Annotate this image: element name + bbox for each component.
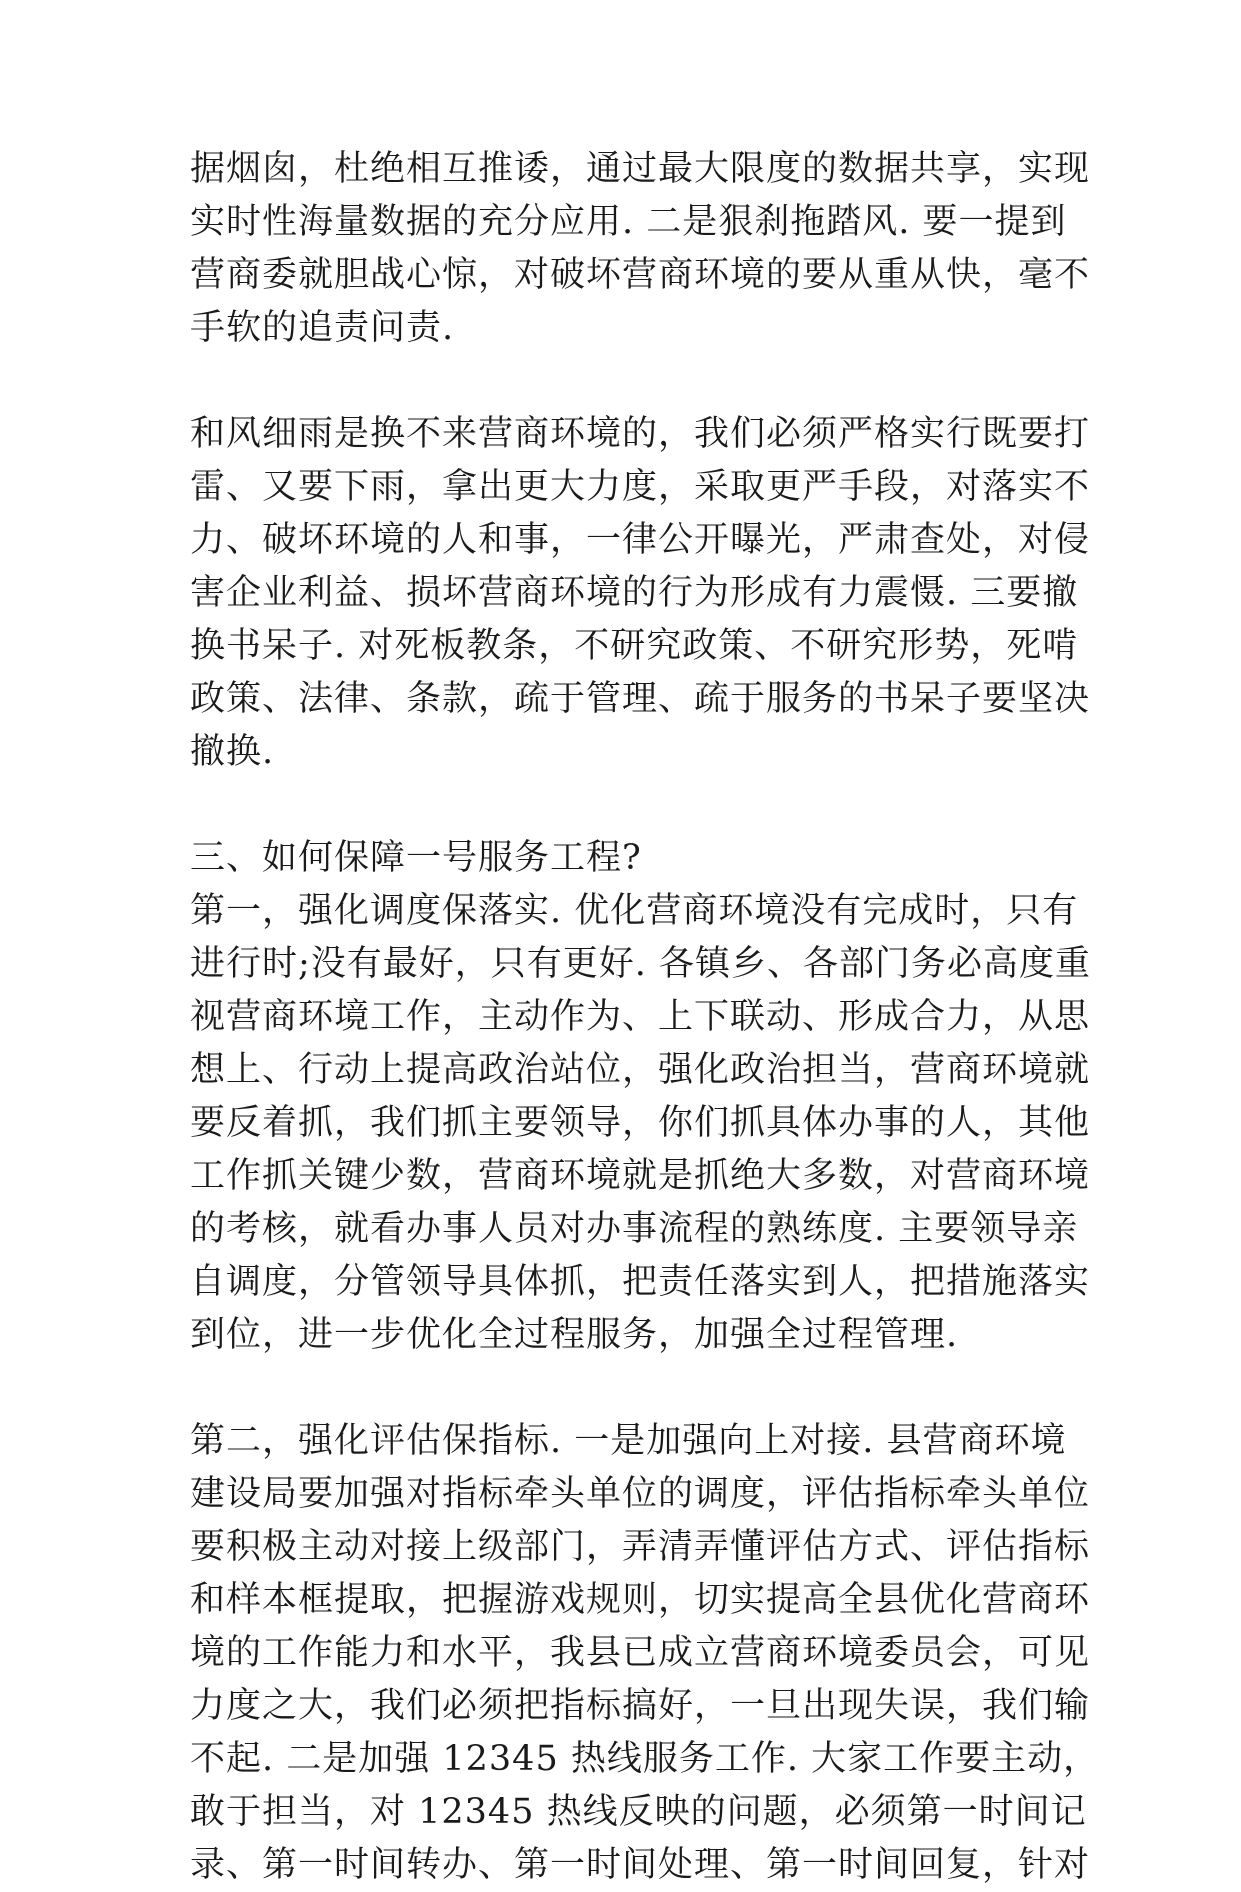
- text-line: 雷、又要下雨，拿出更大力度，采取更严手段，对落实不: [190, 467, 1091, 507]
- section-heading: 三、如何保障一号服务工程?: [190, 838, 642, 878]
- text-line: 营商委就胆战心惊，对破坏营商环境的要从重从快，毫不: [190, 255, 1091, 295]
- document-body: [190, 143, 1100, 1892]
- paragraph: [190, 1415, 1100, 1892]
- text-line: 的考核，就看办事人员对办事流程的熟练度. 主要领导亲: [190, 1209, 1079, 1249]
- text-line: 换书呆子. 对死板教条，不研究政策、不研究形势，死啃: [190, 626, 1079, 666]
- text-line: 和样本框提取，把握游戏规则，切实提高全县优化营商环: [190, 1580, 1091, 1620]
- text-line: 和风细雨是换不来营商环境的，我们必须严格实行既要打: [190, 414, 1091, 454]
- text-line: 视营商环境工作，主动作为、上下联动、形成合力，从思: [190, 997, 1091, 1037]
- paragraph-spacer: [190, 779, 1070, 832]
- text-line: 录、第一时间转办、第一时间处理、第一时间回复，针对: [190, 1845, 1091, 1885]
- text-line: 到位，进一步优化全过程服务，加强全过程管理.: [190, 1315, 959, 1355]
- text-line: 手软的追责问责.: [190, 308, 455, 348]
- text-line: 要积极主动对接上级部门，弄清弄懂评估方式、评估指标: [190, 1527, 1091, 1567]
- text-line: 不起. 二是加强 12345 热线服务工作. 大家工作要主动，: [190, 1739, 1100, 1779]
- text-line: 政策、法律、条款，疏于管理、疏于服务的书呆子要坚决: [190, 679, 1091, 719]
- text-line: 撤换.: [190, 732, 275, 772]
- paragraph: [190, 408, 1091, 779]
- text-line: 第二，强化评估保指标. 一是加强向上对接. 县营商环境: [190, 1421, 1067, 1461]
- text-line: 想上、行动上提高政治站位，强化政治担当，营商环境就: [190, 1050, 1091, 1090]
- text-line: 力度之大，我们必须把指标搞好，一旦出现失误，我们输: [190, 1686, 1091, 1726]
- text-line: 害企业利益、损坏营商环境的行为形成有力震慑. 三要撤: [190, 573, 1079, 613]
- paragraph-spacer: [190, 355, 1070, 408]
- paragraph: [190, 832, 1092, 1362]
- text-line: 进行时;没有最好，只有更好. 各镇乡、各部门务必高度重: [190, 944, 1092, 984]
- text-line: 实时性海量数据的充分应用. 二是狠刹拖踏风. 要一提到: [190, 202, 1067, 242]
- text-line: 境的工作能力和水平，我县已成立营商环境委员会，可见: [190, 1633, 1091, 1673]
- text-line: 据烟囱，杜绝相互推诿，通过最大限度的数据共享，实现: [190, 149, 1091, 189]
- text-line: 第一，强化调度保落实. 优化营商环境没有完成时，只有: [190, 891, 1079, 931]
- paragraph: [190, 143, 1091, 355]
- text-line: 自调度，分管领导具体抓，把责任落实到人，把措施落实: [190, 1262, 1091, 1302]
- text-line: 要反着抓，我们抓主要领导，你们抓具体办事的人，其他: [190, 1103, 1091, 1143]
- paragraph-spacer: [190, 1362, 1070, 1415]
- text-line: 工作抓关键少数，营商环境就是抓绝大多数，对营商环境: [190, 1156, 1091, 1196]
- text-line: 力、破坏环境的人和事，一律公开曝光，严肃查处，对侵: [190, 520, 1091, 560]
- text-line: 敢于担当，对 12345 热线反映的问题，必须第一时间记: [190, 1792, 1087, 1832]
- text-line: 建设局要加强对指标牵头单位的调度，评估指标牵头单位: [190, 1474, 1091, 1514]
